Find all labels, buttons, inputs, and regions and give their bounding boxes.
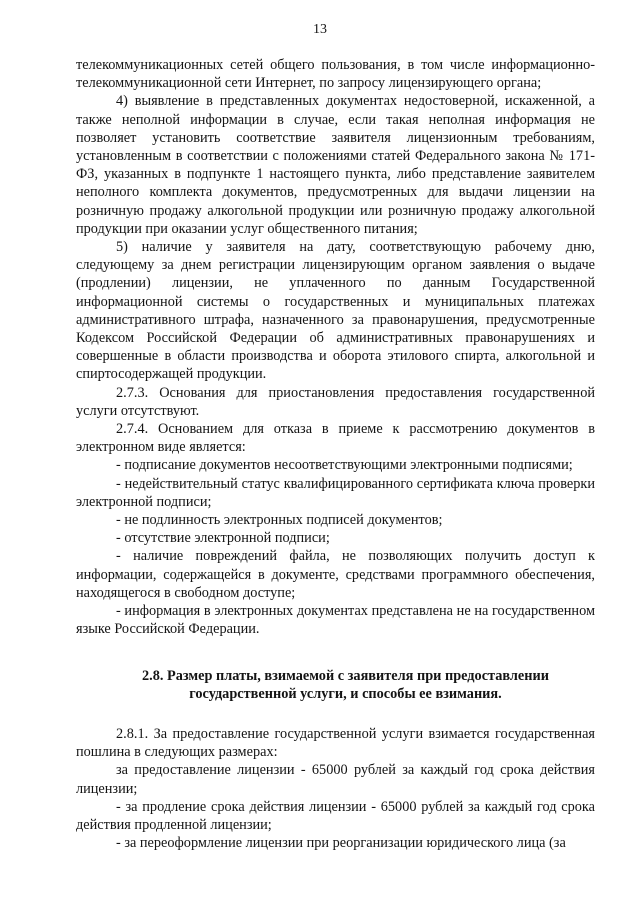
paragraph: 2.7.4. Основанием для отказа в приеме к рассмотрению документов в электронном виде является: (76, 421, 595, 456)
paragraph: 4) выявление в представленных документах недостоверной, искаженной, а также неполной информации в случае, если такая неполная информация не позволяет установить соответствие заявителя лицензионным требованиям, установленным в соответствии с положениями статей Федерального закона № 171-ФЗ, указанных в подпункте 1 настоящего пункта, либо представление заявителем неполного комплекта документов, предусмотренных для выдачи лицензии на розничную продажу алкогольной продукции или розничную продажу алкогольной продукции при оказании услуг общественного питания; (76, 93, 595, 237)
paragraph: 2.7.3. Основания для приостановления предоставления государственной услуги отсутствуют. (76, 384, 595, 419)
page-number: 13 (313, 22, 327, 37)
list-item: - наличие повреждений файла, не позволяющих получить доступ к информации, содержащейся в документе, средствами программного обеспечения, находящегося в свободном доступе; (76, 548, 595, 601)
list-item: - информация в электронных документах представлена не на государственном языке Российской Федерации. (76, 603, 595, 638)
paragraphs-bottom (76, 725, 595, 852)
paragraph: 2.8.1. За предоставление государственной услуги взимается государственная пошлина в следующих размерах: (76, 725, 595, 761)
paragraphs-top (76, 56, 595, 639)
section-heading-line: 2.8. Размер платы, взимаемой с заявителя при предоставлении (141, 667, 549, 684)
list-item: - отсутствие электронной подписи; (116, 530, 330, 547)
list-item: за предоставление лицензии - 65000 рублей за каждый год срока действия лицензии; (76, 762, 595, 797)
document-body (76, 56, 595, 852)
section-heading (116, 667, 575, 703)
list-item: - подписание документов несоответствующими электронными подписями; (116, 457, 573, 474)
paragraph: 5) наличие у заявителя на дату, соответствующую рабочему дню, следующему за днем регистрации лицензирующим органом заявления о выдаче (продлении) лицензии, не уплаченного по данным Государственной информационной системы о государственных и муниципальных платежах административного штрафа, назначенного за правонарушения, предусмотренные Кодексом Российской Федерации об административных правонарушениях и совершенные в области производства и оборота этилового спирта, алкогольной и спиртосодержащей продукции. (76, 239, 595, 383)
list-item: - за продление срока действия лицензии - 65000 рублей за каждый год срока действия продленной лицензии; (76, 798, 595, 833)
list-item: - недействительный статус квалифицированного сертификата ключа проверки электронной подписи; (76, 475, 595, 510)
list-item: - за переоформление лицензии при реорганизации юридического лица (за (116, 835, 566, 852)
paragraph: телекоммуникационных сетей общего пользования, в том числе информационно-телекоммуникационной сети Интернет, по запросу лицензирующего органа; (76, 57, 595, 92)
list-item: - не подлинность электронных подписей документов; (116, 512, 443, 529)
section-heading-line: государственной услуги, и способы ее взимания. (189, 685, 502, 702)
